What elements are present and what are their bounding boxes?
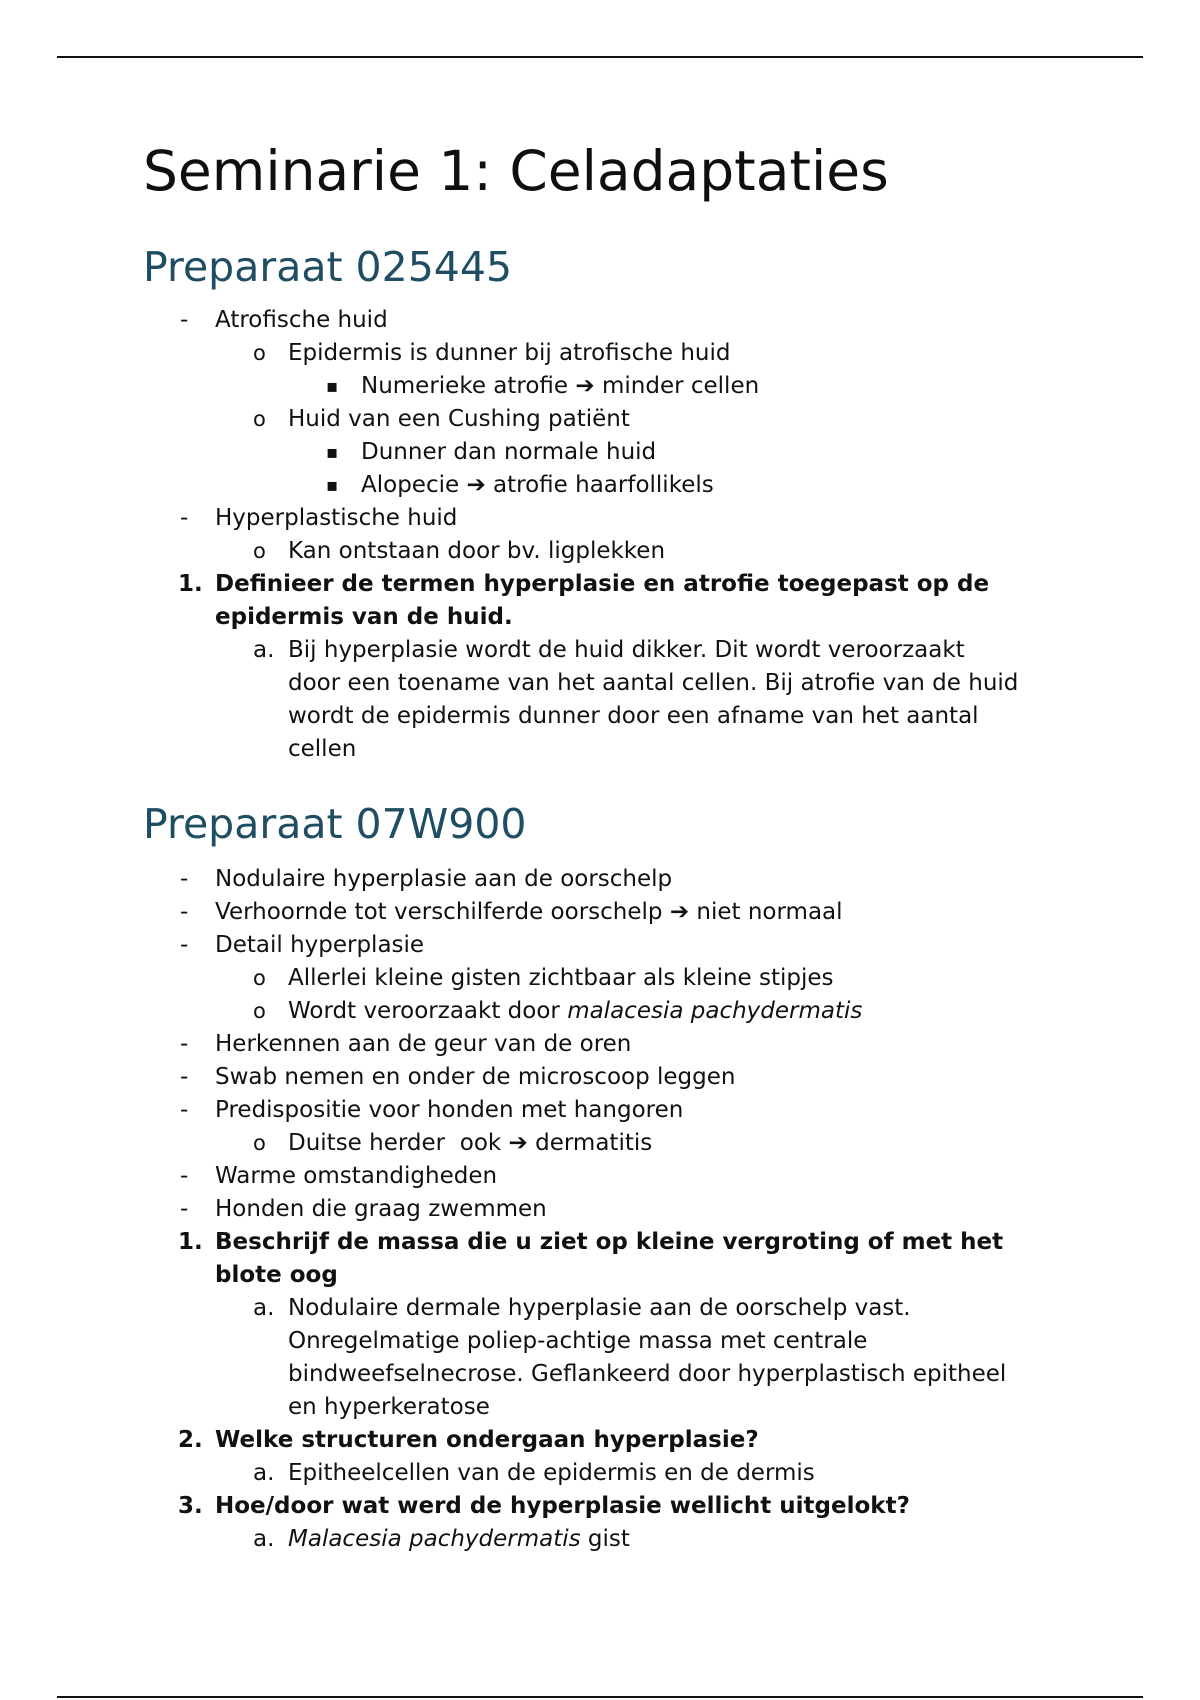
question-text: blote oog [215, 1262, 338, 1288]
footer-rule [57, 1696, 1143, 1698]
square-bullet: ▪ [326, 376, 339, 397]
answer-2 [0, 1457, 1200, 1490]
answer-text: Onregelmatige poliep-achtige massa met centrale [288, 1328, 868, 1354]
list-item [0, 1061, 1200, 1094]
list-item [0, 502, 1200, 535]
list-item [0, 863, 1200, 896]
question-text: Definieer de termen hyperplasie en atrofie toegepast op de [215, 571, 990, 597]
answer-text: gist [580, 1526, 630, 1552]
answer-1-continued [0, 1391, 1200, 1424]
list-item-text: Herkennen aan de geur van de oren [215, 1031, 632, 1057]
arrow-right-icon: ➔ [575, 373, 595, 399]
list-item [0, 1094, 1200, 1127]
list-item [0, 1160, 1200, 1193]
list-item-text: Swab nemen en onder de microscoop leggen [215, 1064, 736, 1090]
section-content-preparaat-07w900 [0, 863, 1200, 1556]
question-text: Welke structuren ondergaan hyperplasie? [215, 1427, 759, 1453]
dash-bullet: - [180, 505, 189, 531]
answer-text: bindweefselnecrose. Geflankeerd door hyperplastisch epitheel [288, 1361, 1007, 1387]
dash-bullet: - [180, 932, 189, 958]
header-rule [57, 56, 1143, 58]
species-name: Malacesia pachydermatis [288, 1526, 581, 1552]
list-item [0, 929, 1200, 962]
answer-text: Nodulaire dermale hyperplasie aan de oorschelp vast. [288, 1295, 911, 1321]
question-2 [0, 1424, 1200, 1457]
answer-text: Epitheelcellen van de epidermis en de dermis [288, 1460, 815, 1486]
section-title-preparaat-025445: Preparaat 025445 [143, 243, 513, 291]
list-item-text: Kan ontstaan door bv. ligplekken [288, 538, 666, 564]
list-item-text: Verhoornde tot verschilferde oorschelp [215, 899, 670, 925]
question-number: 1. [178, 571, 203, 597]
list-item-text: Predispositie voor honden met hangoren [215, 1097, 684, 1123]
list-item-text: Hyperplastische huid [215, 505, 458, 531]
arrow-right-icon: ➔ [669, 899, 690, 925]
question-number: 1. [178, 1229, 203, 1255]
answer-1-continued [0, 1358, 1200, 1391]
answer-1-continued [0, 700, 1200, 733]
answer-text: Bij hyperplasie wordt de huid dikker. Dit wordt veroorzaakt [288, 637, 965, 663]
list-item [0, 962, 1200, 995]
list-item-text: Warme omstandigheden [215, 1163, 498, 1189]
question-3 [0, 1490, 1200, 1523]
list-item-text: Allerlei kleine gisten zichtbaar als kleine stipjes [288, 965, 834, 991]
dash-bullet: - [180, 1097, 189, 1123]
arrow-right-icon: ➔ [466, 472, 486, 498]
circle-bullet: o [253, 407, 266, 431]
question-1 [0, 1226, 1200, 1259]
circle-bullet: o [253, 341, 266, 365]
list-item-text: Dunner dan normale huid [361, 439, 657, 465]
dash-bullet: - [180, 866, 189, 892]
circle-bullet: o [253, 539, 266, 563]
dash-bullet: - [180, 899, 189, 925]
circle-bullet: o [253, 966, 266, 990]
circle-bullet: o [253, 1131, 266, 1155]
list-item [0, 469, 1200, 502]
answer-letter: a. [253, 1295, 275, 1321]
list-item [0, 1193, 1200, 1226]
answer-text: en hyperkeratose [288, 1394, 490, 1420]
list-item-text: Numerieke atrofie [361, 373, 576, 399]
list-item [0, 337, 1200, 370]
answer-1 [0, 634, 1200, 667]
dash-bullet: - [180, 1064, 189, 1090]
question-1 [0, 568, 1200, 601]
answer-letter: a. [253, 1526, 275, 1552]
list-item [0, 403, 1200, 436]
list-item [0, 1127, 1200, 1160]
list-item-text: Alopecie [361, 472, 467, 498]
list-item-text: Nodulaire hyperplasie aan de oorschelp [215, 866, 673, 892]
square-bullet: ▪ [326, 475, 339, 496]
question-1-continued [0, 1259, 1200, 1292]
list-item [0, 304, 1200, 337]
question-text: Hoe/door wat werd de hyperplasie wellicht uitgelokt? [215, 1493, 910, 1519]
section-title-preparaat-07w900: Preparaat 07W900 [143, 800, 527, 848]
dash-bullet: - [180, 1196, 189, 1222]
arrow-right-icon: ➔ [508, 1130, 528, 1156]
question-text: Beschrijf de massa die u ziet op kleine vergroting of met het [215, 1229, 1004, 1255]
answer-1-continued [0, 733, 1200, 766]
square-bullet: ▪ [326, 442, 339, 463]
answer-1-continued [0, 667, 1200, 700]
answer-letter: a. [253, 637, 275, 663]
list-item-text: Epidermis is dunner bij atrofische huid [288, 340, 731, 366]
list-item [0, 896, 1200, 929]
question-number: 2. [178, 1427, 203, 1453]
list-item-text: Detail hyperplasie [215, 932, 425, 958]
question-text: epidermis van de huid. [215, 604, 513, 630]
dash-bullet: - [180, 1163, 189, 1189]
question-1-continued [0, 601, 1200, 634]
dash-bullet: - [180, 1031, 189, 1057]
document-title: Seminarie 1: Celadaptaties [143, 139, 889, 203]
list-item-text: niet normaal [689, 899, 843, 925]
question-number: 3. [178, 1493, 203, 1519]
dash-bullet: - [180, 307, 189, 333]
list-item-text: dermatitis [527, 1130, 653, 1156]
list-item-text: Huid van een Cushing patiënt [288, 406, 630, 432]
answer-text: door een toename van het aantal cellen. Bij atrofie van de huid [288, 670, 1019, 696]
list-item-text: Wordt veroorzaakt door [288, 998, 568, 1024]
list-item [0, 995, 1200, 1028]
list-item-text: minder cellen [594, 373, 760, 399]
list-item [0, 436, 1200, 469]
list-item-text: atrofie haarfollikels [485, 472, 714, 498]
answer-3 [0, 1523, 1200, 1556]
answer-1-continued [0, 1325, 1200, 1358]
answer-text: cellen [288, 736, 357, 762]
answer-text: wordt de epidermis dunner door een afname van het aantal [288, 703, 979, 729]
list-item-text: Atrofische huid [215, 307, 388, 333]
section-content-preparaat-025445 [0, 304, 1200, 766]
list-item-text: Honden die graag zwemmen [215, 1196, 547, 1222]
list-item [0, 535, 1200, 568]
list-item-text: Duitse herder ook [288, 1130, 509, 1156]
answer-1 [0, 1292, 1200, 1325]
species-name: malacesia pachydermatis [567, 998, 863, 1024]
circle-bullet: o [253, 999, 266, 1023]
answer-letter: a. [253, 1460, 275, 1486]
list-item [0, 370, 1200, 403]
list-item [0, 1028, 1200, 1061]
